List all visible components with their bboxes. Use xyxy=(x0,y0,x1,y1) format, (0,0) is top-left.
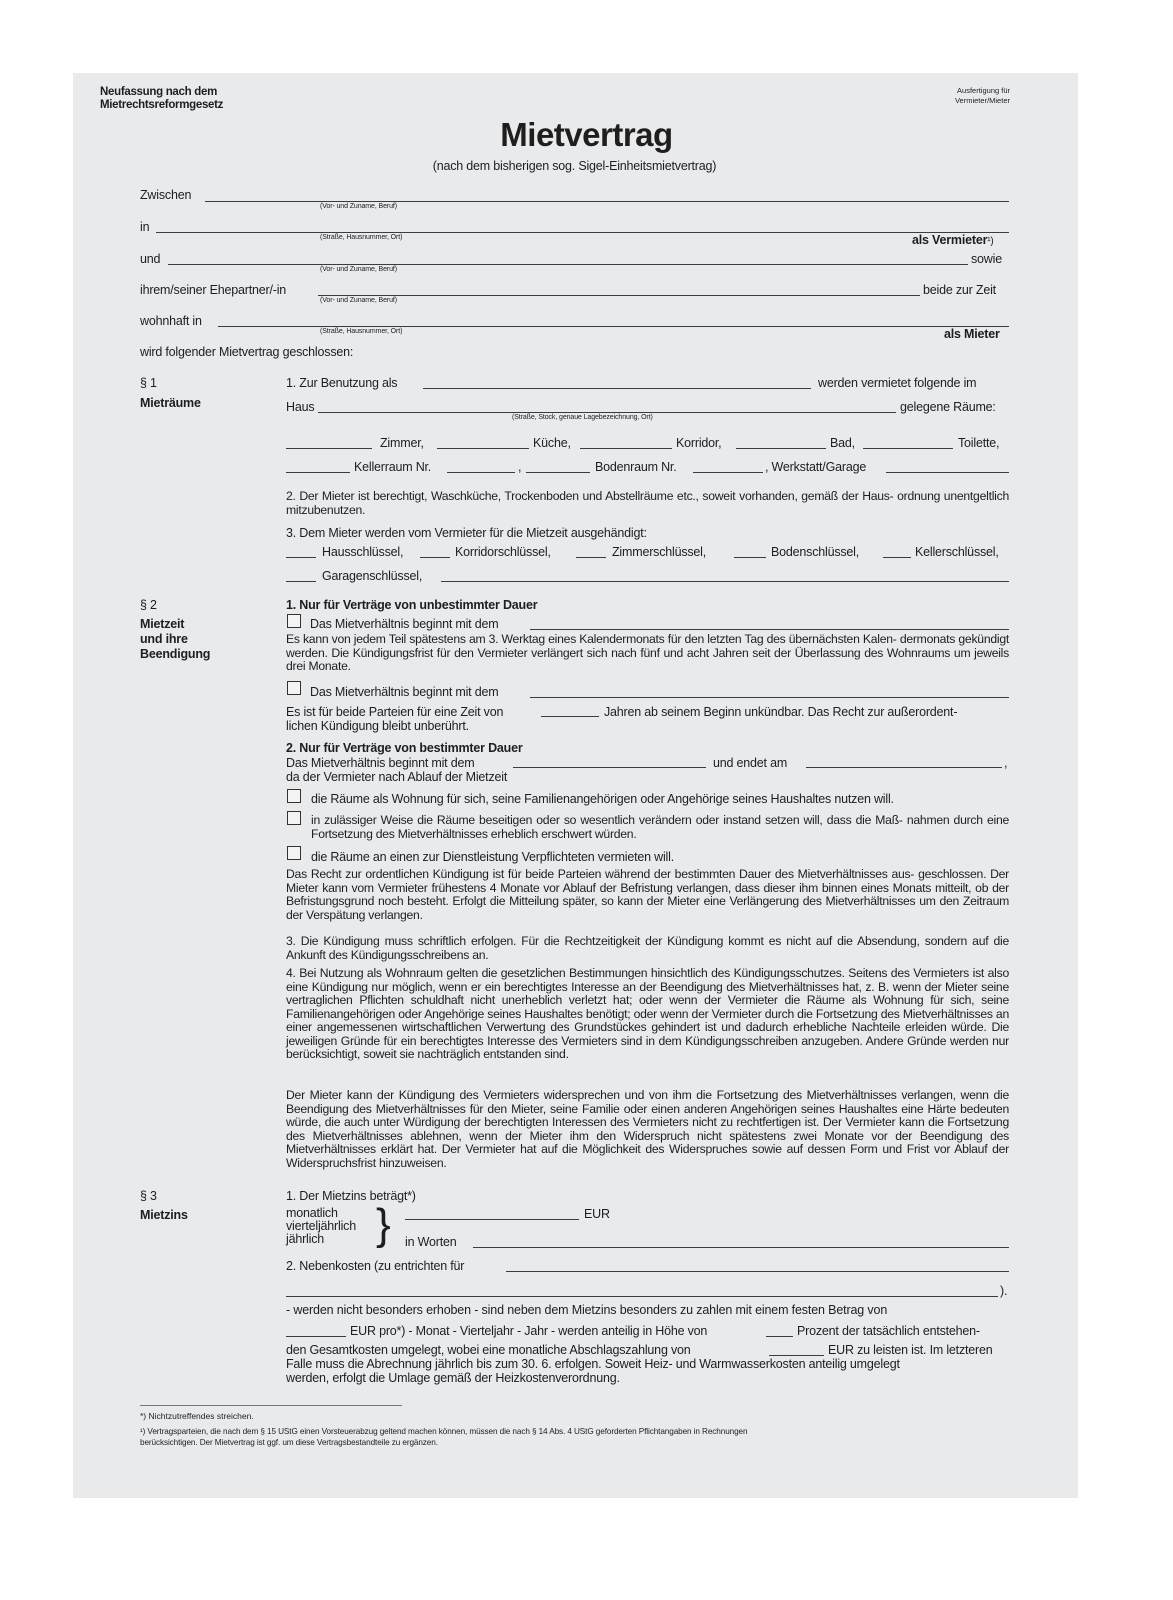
advance-payment-field[interactable] xyxy=(769,1355,824,1356)
rent-interval-monthly[interactable]: monatlich xyxy=(286,1206,338,1220)
corridor-keys-count[interactable] xyxy=(420,557,450,558)
rent-in-words-field[interactable] xyxy=(473,1247,1009,1248)
utility-costs-for-field-2[interactable] xyxy=(286,1296,998,1297)
key-attic: Bodenschlüssel, xyxy=(771,545,860,559)
cellar-count-field[interactable] xyxy=(286,472,350,473)
key-corridor: Korridorschlüssel, xyxy=(455,545,551,559)
s2-sub1-heading: 1. Nur für Verträge von unbestimmter Dauer xyxy=(286,598,538,612)
rent-amount-field[interactable] xyxy=(405,1219,579,1220)
tenant-name-field[interactable] xyxy=(168,264,968,265)
s1-item2-text: 2. Der Mieter ist berechtigt, Waschküche, Trockenboden und Abstellräume etc., soweit vorhanden, gemäß der Haus- ordnung unentgeltlich mitzubenutzen. xyxy=(286,489,1009,517)
s2-fixed-text: Das Recht zur ordentlichen Kündigung ist für beide Parteien während der bestimmten Dauer des Mietverhältnisses aus- geschlossen. Der Mieter kann vom Vermieter frühestens 4 Monate vor Ablauf der Befristung verlangen, dass dieser ihm binnen eines Monats mitteilt, ob der Befristungsgrund noch besteht. Erfolgt die Mitteilung später, so kann der Mieter eine Verlängerung des Mietverhältnisses um den Zeitraum der Verspätung verlangen. xyxy=(286,867,1009,922)
label-garage: , Werkstatt/Garage xyxy=(765,460,867,474)
label-in: in xyxy=(140,220,150,234)
s3-line-c1: den Gesamtkosten umgelegt, wobei eine monatliche Abschlagszahlung von xyxy=(286,1343,691,1357)
document-title: Mietvertrag xyxy=(500,116,673,153)
utility-close-paren: ). xyxy=(1000,1284,1008,1298)
s2-begins2-label: Das Mietverhältnis beginnt mit dem xyxy=(310,685,499,699)
label-kitchen: Küche, xyxy=(533,436,571,450)
label-also: sowie xyxy=(971,252,1002,266)
label-attic: Bodenraum Nr. xyxy=(595,460,677,474)
s3-line-a: - werden nicht besonders erhoben - sind neben dem Mietzins besonders zu zahlen mit einem festen Betrag von xyxy=(286,1303,888,1317)
footnote-1: *) Nichtzutreffendes streichen. xyxy=(140,1411,254,1421)
unlimited-option-b-checkbox[interactable] xyxy=(287,681,301,695)
landlord-address-field[interactable] xyxy=(156,232,1009,233)
s2-fixed-begins: Das Mietverhältnis beginnt mit dem xyxy=(286,756,475,770)
label-corridor: Korridor, xyxy=(676,436,722,450)
s2-period-c: lichen Kündigung bleibt unberührt. xyxy=(286,719,469,733)
hint-name-2: (Vor- und Zuname, Beruf) xyxy=(320,266,397,273)
spouse-name-field[interactable] xyxy=(318,295,920,296)
key-cellar: Kellerschlüssel, xyxy=(915,545,999,559)
attic-count-field[interactable] xyxy=(526,472,590,473)
footnote-3: berücksichtigen. Der Mietvertrag ist ggf. um diese Vertragsbestandteile zu ergänzen. xyxy=(140,1438,438,1447)
s2-heading-line3: Beendigung xyxy=(140,647,211,661)
rent-brace-symbol: } xyxy=(376,1200,391,1249)
s2-heading xyxy=(140,617,210,662)
s3-line-b2: Prozent der tatsächlich entstehen- xyxy=(797,1324,980,1338)
rent-interval-quarterly[interactable]: vierteljährlich xyxy=(286,1219,356,1233)
label-between: Zwischen xyxy=(140,188,192,202)
kitchen-count-field[interactable] xyxy=(437,448,529,449)
label-rooms: Zimmer, xyxy=(380,436,424,450)
house-keys-count[interactable] xyxy=(286,557,316,558)
room-keys-count[interactable] xyxy=(576,557,606,558)
s2-after-expiry: da der Vermieter nach Ablauf der Mietzeit xyxy=(286,770,508,784)
rooms-count-field[interactable] xyxy=(286,448,372,449)
landlord-name-field[interactable] xyxy=(205,201,1009,202)
label-bath: Bad, xyxy=(830,436,855,450)
s2-item3-text: 3. Die Kündigung muss schriftlich erfolgen. Für die Rechtzeitigkeit der Kündigung kommt es nicht auf die Absendung, sondern auf die Ankunft des Kündigungsschreibens an. xyxy=(286,934,1009,962)
fixed-reason-own-use-checkbox[interactable] xyxy=(287,789,301,803)
tenant-address-field[interactable] xyxy=(218,326,1009,327)
as-landlord-text: als Vermieter xyxy=(912,233,988,247)
s3-line-b1: EUR pro*) - Monat - Vierteljahr - Jahr - werden anteilig in Höhe von xyxy=(350,1324,708,1338)
fixed-amount-field[interactable] xyxy=(286,1336,346,1337)
copy-note-line1: Ausfertigung für xyxy=(957,86,1010,95)
fixed-reason-renovation-checkbox[interactable] xyxy=(287,811,301,825)
contract-concluded-text: wird folgender Mietvertrag geschlossen: xyxy=(140,345,354,359)
house-hint: (Straße, Stock, genaue Lagebezeichnung, Ort) xyxy=(512,414,653,421)
s2-notice-text: Es kann von jedem Teil spätestens am 3. Werktag eines Kalendermonats für den letzten Tag des übernächsten Kalen- dermonats gekündigt werden. Die Kündigungsfrist für den Vermieter verlängert sich nach fünf und acht Jahren seit der Überlassung des Wohnraums um jeweils drei Monate. xyxy=(286,632,1009,673)
s3-line-d: Falle muss die Abrechnung jährlich bis zum 30. 6. erfolgen. Soweit Heiz- und Warmwasserkosten anteilig umgelegt xyxy=(286,1357,900,1371)
label-as-landlord xyxy=(912,233,994,247)
s2-ends-on: und endet am xyxy=(713,756,788,770)
s3-number: § 3 xyxy=(140,1189,157,1203)
document-subtitle: (nach dem bisherigen sog. Sigel-Einheitsmietvertrag) xyxy=(432,159,717,173)
copy-note xyxy=(932,86,1010,106)
label-as-tenant: als Mieter xyxy=(944,327,1000,341)
label-cellar-comma: , xyxy=(518,460,522,474)
attic-number-field[interactable] xyxy=(693,472,763,473)
utility-costs-for-field[interactable] xyxy=(506,1271,1009,1272)
s3-line-c2: EUR zu leisten ist. Im letzteren xyxy=(828,1343,993,1357)
fixed-reason-service-checkbox[interactable] xyxy=(287,846,301,860)
unlimited-option-a-checkbox[interactable] xyxy=(287,614,301,628)
fixed-end-date-field[interactable] xyxy=(806,767,1002,768)
hint-name-1: (Vor- und Zuname, Beruf) xyxy=(320,203,397,210)
hint-address-2: (Straße, Hausnummer, Ort) xyxy=(320,328,403,335)
rent-interval-yearly[interactable]: jährlich xyxy=(286,1232,324,1246)
edition-note-line2: Mietrechtsreformgesetz xyxy=(100,99,224,111)
hint-address-1: (Straße, Hausnummer, Ort) xyxy=(320,234,403,241)
s1-item3-text: 3. Dem Mieter werden vom Vermieter für die Mietzeit ausgehändigt: xyxy=(286,526,647,540)
label-both-currently: beide zur Zeit xyxy=(923,283,996,297)
bath-count-field[interactable] xyxy=(736,448,826,449)
s2-period-a: Es ist für beide Parteien für eine Zeit von xyxy=(286,705,504,719)
label-toilet: Toilette, xyxy=(958,436,1000,450)
s2-opt2-text: in zulässiger Weise die Räume beseitigen oder so wesentlich verändern oder instand setzen will, dass die Maß- nahmen durch eine Fortsetzung des Mietverhältnisses erheblich erschwert würden. xyxy=(311,813,1009,841)
label-cellar: Kellerraum Nr. xyxy=(354,460,432,474)
label-resident-in: wohnhaft in xyxy=(140,314,202,328)
toilet-count-field[interactable] xyxy=(863,448,953,449)
attic-keys-count[interactable] xyxy=(734,557,766,558)
house-location-field[interactable] xyxy=(318,412,896,413)
edition-note-line1: Neufassung nach dem xyxy=(100,86,217,98)
s3-heading: Mietzins xyxy=(140,1208,188,1222)
s2-heading-line1: Mietzeit xyxy=(140,617,185,631)
s2-period-b: Jahren ab seinem Beginn unkündbar. Das Recht zur außerordent- xyxy=(604,705,958,719)
s1-heading: Mieträume xyxy=(140,396,201,410)
s1-item1-rest: werden vermietet folgende im xyxy=(818,376,977,390)
cellar-number-field[interactable] xyxy=(447,472,515,473)
hint-name-3: (Vor- und Zuname, Beruf) xyxy=(320,297,397,304)
corridor-count-field[interactable] xyxy=(580,448,672,449)
fixed-start-date-field[interactable] xyxy=(513,767,706,768)
copy-note-line2: Vermieter/Mieter xyxy=(954,96,1010,105)
s2-heading-line2: und ihre xyxy=(140,632,188,646)
unlimited-start-date-field[interactable] xyxy=(530,629,1009,630)
label-house: Haus xyxy=(286,400,315,414)
key-house: Hausschlüssel, xyxy=(322,545,404,559)
non-terminable-years-field[interactable] xyxy=(541,716,599,717)
edition-note xyxy=(100,86,223,112)
percentage-field[interactable] xyxy=(766,1336,793,1337)
s3-item1-text: 1. Der Mietzins beträgt*) xyxy=(286,1189,416,1203)
key-room: Zimmerschlüssel, xyxy=(612,545,707,559)
rent-interval-options[interactable] xyxy=(286,1207,356,1246)
label-spouse: ihrem/seiner Ehepartner/-in xyxy=(140,283,287,297)
garage-field[interactable] xyxy=(886,472,1009,473)
s2-number: § 2 xyxy=(140,598,157,612)
s2-begins-label: Das Mietverhältnis beginnt mit dem xyxy=(310,617,499,631)
s1-item1-label: 1. Zur Benutzung als xyxy=(286,376,398,390)
footnote-divider xyxy=(140,1405,402,1406)
rent-in-words-label: in Worten xyxy=(405,1235,457,1249)
s1-number: § 1 xyxy=(140,376,157,390)
cellar-keys-count[interactable] xyxy=(883,557,911,558)
footnote-2: ¹) Vertragsparteien, die nach dem § 15 UStG einen Vorsteuerabzug geltend machen können, müssen die nach § 14 Abs. 4 UStG geforderten Pflichtangaben in Rechnungen xyxy=(140,1427,748,1436)
rent-currency: EUR xyxy=(584,1207,610,1221)
key-garage: Garagenschlüssel, xyxy=(322,569,423,583)
usage-purpose-field[interactable] xyxy=(423,388,811,389)
s2-sub2-heading: 2. Nur für Verträge von bestimmter Dauer xyxy=(286,741,523,755)
s3-line-e: werden, erfolgt die Umlage gemäß der Heizkostenverordnung. xyxy=(286,1371,620,1385)
landlord-footnote-mark: ¹) xyxy=(987,236,994,247)
other-keys-field[interactable] xyxy=(441,581,1009,582)
s3-item2-text: 2. Nebenkosten (zu entrichten für xyxy=(286,1259,465,1273)
s2-objection-text: Der Mieter kann der Kündigung des Vermieters widersprechen und von ihm die Fortsetzung des Mietverhältnisses verlangen, wenn die Beendigung des Mietverhältnisses für den Mieter, seine Familie oder einen anderen Angehörigen seines Haushaltes eine Härte bedeuten würde, die auch unter Würdigung der berechtigten Interessen des Vermieters nicht zu rechtfertigen ist. Der Vermieter kann die Fortsetzung des Mietverhältnisses ablehnen, wenn der Mieter ihm den Widerspruch nicht spätestens zwei Monate vor der Beendigung des Mietverhältnisses erklärt hat. Der Vermieter hat auf die Möglichkeit des Widerspruches sowie auf dessen Form und Frist vor Ablauf der Widerspruchsfrist hinzuweisen. xyxy=(286,1088,1009,1170)
label-and: und xyxy=(140,252,161,266)
s2-item4-text: 4. Bei Nutzung als Wohnraum gelten die gesetzlichen Bestimmungen hinsichtlich des Kündigungsschutzes. Seitens des Vermieters ist also eine Kündigung nur möglich, wenn er ein berechtigtes Interesse an der Beendigung des Mietverhältnisses hat, z. B. wenn der Mieter seine vertraglichen Pflichten schuldhaft nicht unerheblich verletzt hat; oder wenn der Vermieter die Räume als Wohnung für sich, seine Familienangehörigen oder Angehörige seines Haushaltes benötigt; oder wenn der Vermieter durch die Fortsetzung des Mietverhältnisses an einer angemessenen wirtschaftlichen Verwertung des Grundstückes gehindert ist und dadurch erhebliche Nachteile erleiden würde. Die jeweiligen Gründe für ein berechtigtes Interesse des Vermieters sind in dem Kündigungsschreiben anzugeben. Andere Gründe werden nur berücksichtigt, soweit sie nachträglich entstanden sind. xyxy=(286,966,1009,1061)
unlimited-start-date-2-field[interactable] xyxy=(530,697,1009,698)
s2-opt3-text: die Räume an einen zur Dienstleistung Verpflichteten vermieten will. xyxy=(311,850,674,864)
s2-opt1-text: die Räume als Wohnung für sich, seine Familienangehörigen oder Angehörige seines Haushaltes nutzen will. xyxy=(311,792,894,806)
garage-keys-count[interactable] xyxy=(286,581,316,582)
s2-ends-comma: , xyxy=(1004,756,1008,770)
label-located-rooms: gelegene Räume: xyxy=(900,400,996,414)
